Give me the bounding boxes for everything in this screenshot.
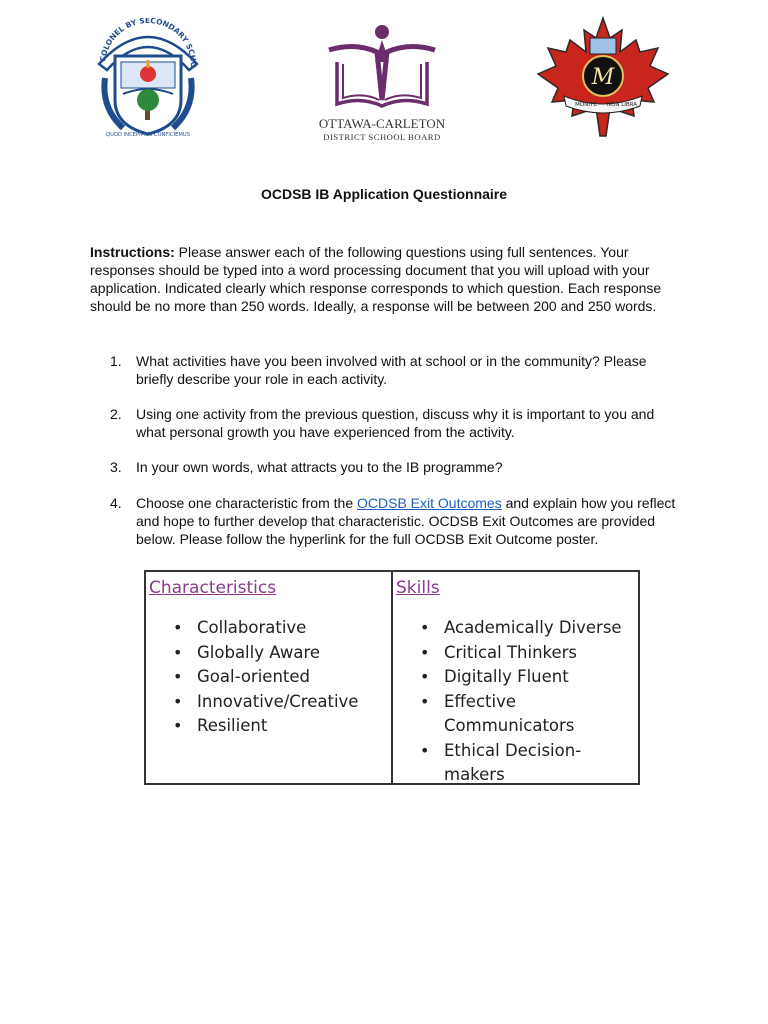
question-text: What activities have you been involved with at school or in the community? Please briefly describe your role in each activity.	[136, 353, 647, 387]
crest-ribbon-left: MONITE	[575, 102, 597, 108]
skills-heading-link[interactable]: Skills	[396, 578, 440, 598]
list-item: • Collaborative	[173, 616, 391, 641]
list-item: • Globally Aware	[173, 641, 391, 666]
instructions-text: Please answer each of the following questions using full sentences. Your responses should be typed into a word processing document that you will upload with your application. Indicated clearly which response corresponds to which question. Each response should be no more than 250 words. Ideally, a response will be between 200 and 250 words.	[90, 244, 662, 314]
skills-list	[396, 616, 638, 788]
ocdsb-name-line2: DISTRICT SCHOOL BOARD	[323, 132, 441, 142]
instructions-paragraph	[90, 243, 680, 315]
question-number: 2.	[110, 406, 122, 422]
colonel-by-crest-logo	[93, 18, 203, 138]
list-item: • Academically Diverse	[420, 616, 638, 641]
question-text: In your own words, what attracts you to the IB programme?	[136, 459, 503, 475]
ocdsb-logo	[315, 22, 450, 144]
crest-motto: QUOD INCEPIMUS CONFICIEMUS	[106, 132, 190, 138]
ocdsb-exit-outcomes-link[interactable]: OCDSB Exit Outcomes	[357, 495, 502, 511]
characteristics-column	[146, 572, 393, 783]
crest-ring-text: COLONEL BY SECONDARY SCHO	[98, 18, 199, 69]
characteristics-list	[149, 616, 391, 739]
question-number: 4.	[110, 495, 122, 511]
crest-monogram: M	[591, 65, 615, 90]
document-title: OCDSB IB Application Questionnaire	[260, 186, 508, 202]
question-number: 1.	[110, 353, 122, 369]
characteristics-heading-link[interactable]: Characteristics	[149, 578, 277, 598]
question-text	[136, 494, 676, 548]
crest-ribbon-right: NON LIBRA	[606, 102, 638, 108]
question-number: 3.	[110, 459, 122, 475]
maple-leaf-crest-logo	[536, 16, 671, 138]
list-item: • Critical Thinkers	[420, 641, 638, 666]
list-item: • Ethical Decision-makers	[420, 739, 638, 788]
list-item: • Digitally Fluent	[420, 665, 638, 690]
instructions-label: Instructions:	[90, 244, 175, 260]
list-item: • Innovative/Creative	[173, 690, 391, 715]
list-item: • Goal-oriented	[173, 665, 391, 690]
ocdsb-name-line1: OTTAWA-CARLETON	[318, 116, 446, 131]
question-text: Using one activity from the previous question, discuss why it is important to you and what personal growth you have experienced from the activity.	[136, 406, 655, 440]
question-text-after: and explain how you reflect and hope to further develop that characteristic. OCDSB Exit Outcomes are provided below. Please follow the hyperlink for the full OCDSB Exit Outcome poster.	[136, 495, 676, 547]
list-item: • Resilient	[173, 714, 391, 739]
skills-column	[393, 572, 638, 783]
list-item: • Effective Communicators	[420, 690, 594, 739]
exit-outcomes-table	[144, 570, 640, 785]
question-text-before: Choose one characteristic from the	[136, 495, 357, 511]
